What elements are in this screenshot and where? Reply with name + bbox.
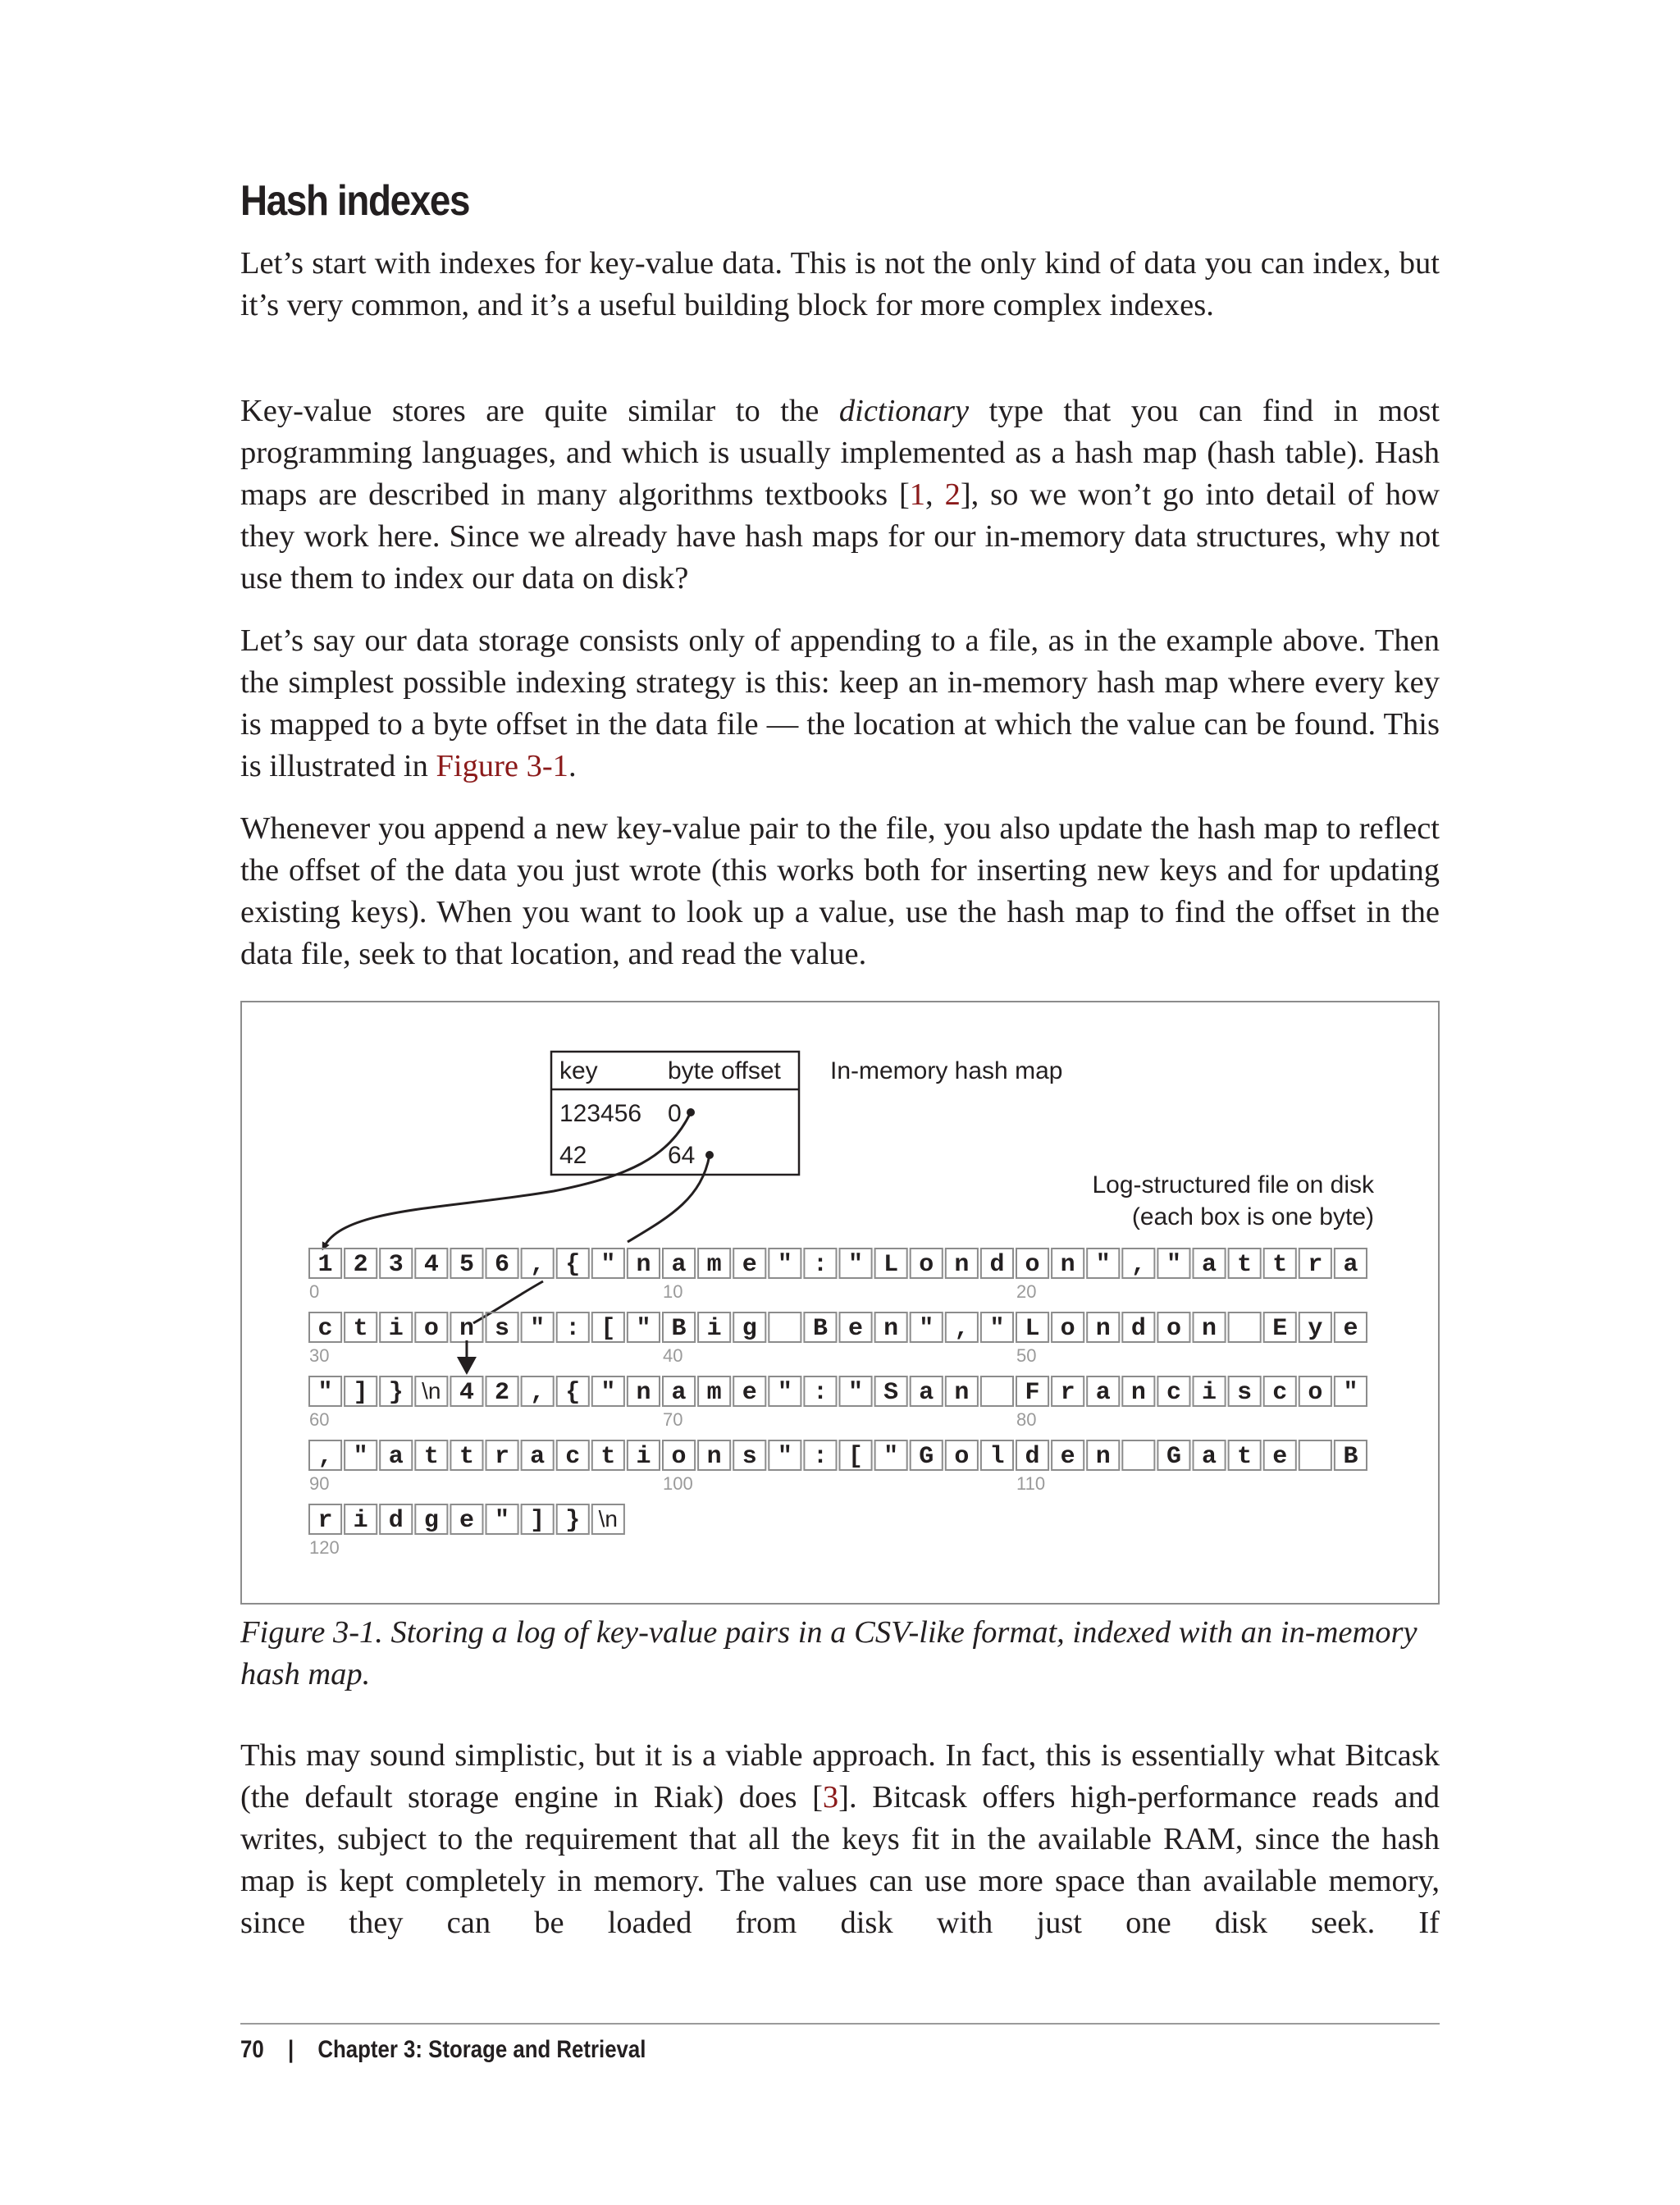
byte-cell-char: "	[317, 1379, 333, 1407]
byte-cell-char: a	[671, 1379, 687, 1407]
byte-cell-char: "	[989, 1315, 1005, 1343]
hash-map-offset-1: 0	[668, 1100, 682, 1127]
byte-cell-char: c	[565, 1443, 581, 1471]
byte-offset-tick: 120	[309, 1537, 340, 1558]
byte-cell-char: t	[1237, 1443, 1253, 1471]
byte-cell-char: "	[600, 1251, 616, 1279]
byte-cell-char: "	[1166, 1251, 1181, 1279]
byte-cell-char: n	[954, 1251, 970, 1279]
byte-cell-char: n	[1095, 1443, 1111, 1471]
byte-cell-char: i	[353, 1507, 368, 1535]
byte-cell-char: "	[777, 1443, 792, 1471]
byte-cell-char: c	[1166, 1379, 1181, 1407]
paragraph-4-block	[240, 808, 1440, 975]
paragraph-3	[240, 620, 1440, 788]
byte-cell-char: n	[459, 1315, 474, 1343]
byte-cell-char: l	[989, 1443, 1005, 1471]
byte-cell-char: o	[954, 1443, 970, 1471]
byte-cell-char: "	[777, 1251, 792, 1279]
byte-cell-char: t	[459, 1443, 474, 1471]
byte-cell	[1122, 1440, 1154, 1470]
byte-cell-char: n	[636, 1251, 651, 1279]
figure-caption: Figure 3-1. Storing a log of key-value pairs in a CSV-like format, indexed with an in-memory hash map.	[240, 1615, 1418, 1691]
byte-cell-char: y	[1308, 1315, 1323, 1343]
byte-cell	[981, 1376, 1013, 1406]
byte-cell-char: e	[459, 1507, 474, 1535]
byte-cell-char: "	[1343, 1379, 1358, 1407]
byte-cell-char: o	[1308, 1379, 1323, 1407]
byte-cell-char: :	[565, 1315, 581, 1343]
byte-cell-char: c	[1272, 1379, 1288, 1407]
byte-offset-tick: 80	[1016, 1409, 1037, 1430]
hash-map-key-1: 123456	[559, 1100, 642, 1127]
byte-cell-char: n	[636, 1379, 651, 1407]
figure-3-1-link[interactable]: Figure 3-1	[436, 749, 568, 783]
byte-cell-char: ]	[353, 1379, 368, 1407]
byte-cell-char: e	[742, 1251, 757, 1279]
byte-offset-tick: 70	[663, 1409, 683, 1430]
byte-cell-char: m	[706, 1251, 722, 1279]
byte-cell-char: :	[812, 1251, 828, 1279]
paragraph-2	[240, 390, 1440, 600]
byte-cell-char: "	[530, 1315, 546, 1343]
byte-cell-char: c	[317, 1315, 333, 1343]
byte-cell-char: a	[530, 1443, 546, 1471]
paragraph-1-block	[240, 243, 1440, 326]
byte-cell-char: \n	[598, 1506, 619, 1532]
byte-cell	[769, 1312, 801, 1342]
byte-cell-char: G	[919, 1443, 934, 1471]
byte-cell-char: 5	[459, 1251, 474, 1279]
byte-cell-char: t	[1237, 1251, 1253, 1279]
byte-cell-char: e	[1060, 1443, 1075, 1471]
byte-cell-char: :	[812, 1443, 828, 1471]
byte-cell-char: ,	[530, 1379, 546, 1407]
byte-cell-char: o	[1060, 1315, 1075, 1343]
arrowhead-offset-64	[457, 1357, 477, 1375]
byte-cell-char: n	[1202, 1315, 1217, 1343]
byte-offset-tick: 50	[1016, 1345, 1037, 1366]
byte-cell-char: n	[1095, 1315, 1111, 1343]
paragraph-5-block	[240, 1735, 1440, 1944]
paragraph-1: Let’s start with indexes for key-value data. This is not the only kind of data you can index, but it’s very common, and it’s a useful building block for more complex indexes.	[240, 246, 1440, 322]
byte-cell-char: g	[423, 1507, 439, 1535]
byte-cell-char: g	[742, 1315, 757, 1343]
byte-cell-char: o	[1166, 1315, 1181, 1343]
byte-cell-char: i	[636, 1443, 651, 1471]
byte-cell-char: n	[1060, 1251, 1075, 1279]
paragraph-2-text-a: Key-value stores are quite similar to the	[240, 394, 839, 428]
byte-cell-char: "	[777, 1379, 792, 1407]
log-file-label-line-2: (each box is one byte)	[1131, 1203, 1374, 1230]
byte-cell-char: ,	[530, 1251, 546, 1279]
byte-cell-char: "	[600, 1379, 616, 1407]
byte-offset-tick: 60	[309, 1409, 330, 1430]
byte-offset-tick: 30	[309, 1345, 330, 1366]
byte-cell-char: r	[495, 1443, 510, 1471]
figure-diagram	[242, 1002, 1438, 1603]
byte-offset-tick: 100	[663, 1473, 693, 1494]
byte-cell-char: s	[1237, 1379, 1253, 1407]
chapter-title: Chapter 3: Storage and Retrieval	[317, 2036, 646, 2063]
byte-cell-char: 1	[317, 1251, 333, 1279]
byte-cell-char: d	[1025, 1443, 1040, 1471]
byte-cell-char: ,	[954, 1315, 970, 1343]
byte-cell-char: "	[919, 1315, 934, 1343]
byte-cell-char: [	[600, 1315, 616, 1343]
paragraph-5	[240, 1735, 1440, 1944]
byte-cell-char: "	[883, 1443, 899, 1471]
hash-map-header-key: key	[559, 1057, 598, 1084]
byte-cell-char: s	[742, 1443, 757, 1471]
byte-cell-char: d	[989, 1251, 1005, 1279]
log-structured-file	[309, 1249, 1367, 1558]
paragraph-2-text-c: ,	[925, 477, 945, 512]
byte-cell-char: n	[1130, 1379, 1146, 1407]
byte-cell-char: r	[1308, 1251, 1323, 1279]
paragraph-3-block	[240, 620, 1440, 788]
byte-offset-tick: 110	[1016, 1473, 1046, 1494]
figure-3-1	[240, 1001, 1440, 1605]
citation-link-2[interactable]: 2	[944, 477, 961, 512]
byte-cell-char: "	[848, 1251, 864, 1279]
byte-cell-char: e	[848, 1315, 864, 1343]
byte-cell-char: B	[671, 1315, 687, 1343]
paragraph-5-text-b: ]. Bitcask offers high-performance reads and writes, subject to the requirement that all the keys fit in the available RAM, since the hash map is kept completely in memory. The values can use more space than available memory, since they can be loaded from disk with just one disk seek. If	[240, 1780, 1440, 1940]
byte-cell-char: d	[1130, 1315, 1146, 1343]
byte-cell-char: "	[636, 1315, 651, 1343]
byte-cell-char: G	[1166, 1443, 1181, 1471]
hash-map-header-offset: byte offset	[668, 1057, 781, 1084]
byte-cell-char: o	[919, 1251, 934, 1279]
paragraph-3-text-b: .	[568, 749, 577, 783]
byte-cell-char: "	[848, 1379, 864, 1407]
byte-offset-tick: 40	[663, 1345, 683, 1366]
byte-cell-char: L	[883, 1251, 899, 1279]
section-title: Hash indexes	[240, 177, 470, 225]
byte-cell-char: a	[1095, 1379, 1111, 1407]
paragraph-5-text-a: This may sound simplistic, but it is a viable approach. In fact, this is essentially what Bitcask (the default storage engine in Riak) does [	[240, 1738, 1440, 1815]
byte-cell-char: i	[706, 1315, 722, 1343]
byte-cell-char: 2	[495, 1379, 510, 1407]
dictionary-term: dictionary	[838, 394, 970, 428]
byte-cell-char: \n	[422, 1378, 441, 1404]
byte-cell-char: e	[1343, 1315, 1358, 1343]
byte-offset-tick: 10	[663, 1281, 683, 1302]
byte-offset-tick: 0	[309, 1281, 320, 1302]
byte-cell-char: {	[565, 1251, 581, 1279]
byte-cell-char: 3	[388, 1251, 404, 1279]
byte-cell-char: 2	[353, 1251, 368, 1279]
byte-cell-char: ,	[1130, 1251, 1146, 1279]
citation-link-1[interactable]: 1	[909, 477, 926, 512]
byte-cell-char: n	[706, 1443, 722, 1471]
byte-cell-char: L	[1025, 1315, 1040, 1343]
byte-cell-char: ,	[317, 1443, 333, 1471]
byte-cell-char: 4	[423, 1251, 439, 1279]
log-file-label-line-1: Log-structured file on disk	[1092, 1171, 1374, 1198]
byte-cell-char: t	[1272, 1251, 1288, 1279]
byte-cell-char: o	[671, 1443, 687, 1471]
byte-cell-char: o	[423, 1315, 439, 1343]
byte-cell-char: ]	[530, 1507, 546, 1535]
byte-cell-char: {	[565, 1379, 581, 1407]
byte-cell-char: }	[565, 1507, 581, 1535]
paragraph-2-text-b: type that you can find in most programming languages, and which is usually implemented as a hash map (hash table). Hash maps are described in many algorithms textbooks [	[240, 394, 1440, 512]
byte-cell-char: i	[1202, 1379, 1217, 1407]
byte-cell-char: a	[388, 1443, 404, 1471]
byte-cell-char: :	[812, 1379, 828, 1407]
paragraph-2-text-d: ], so we won’t go into detail of how they work here. Since we already have hash maps for our in-memory data structures, why not use them to index our data on disk?	[240, 477, 1440, 596]
byte-cell-char: r	[317, 1507, 333, 1535]
byte-cell-char: B	[812, 1315, 828, 1343]
byte-cell-char: 6	[495, 1251, 510, 1279]
byte-cell-char: a	[1202, 1443, 1217, 1471]
byte-cell-char: a	[919, 1379, 934, 1407]
hash-map-label: In-memory hash map	[830, 1057, 1063, 1084]
byte-cell-char: [	[848, 1443, 864, 1471]
byte-offset-tick: 90	[309, 1473, 330, 1494]
byte-cell-char: t	[423, 1443, 439, 1471]
byte-cell-char: r	[1060, 1379, 1075, 1407]
footer-separator: |	[287, 2036, 294, 2063]
byte-cell-char: S	[883, 1379, 899, 1407]
byte-cell-char: }	[388, 1379, 404, 1407]
paragraph-3-text-a: Let’s say our data storage consists only of appending to a file, as in the example above. Then the simplest possible indexing strategy is this: keep an in-memory hash map where every key is mapped to a byte offset in the data file — the location at which the value can be found. This is illustrated in	[240, 623, 1440, 783]
page-number: 70	[240, 2036, 264, 2063]
byte-cell-char: e	[1272, 1443, 1288, 1471]
byte-cell-char: d	[388, 1507, 404, 1535]
hash-map-table	[551, 1052, 799, 1175]
byte-cell-char: t	[353, 1315, 368, 1343]
paragraph-2-block	[240, 390, 1440, 600]
byte-cell-char: "	[1095, 1251, 1111, 1279]
byte-cell	[1299, 1440, 1331, 1470]
byte-cell-char: n	[883, 1315, 899, 1343]
byte-cell-char: "	[353, 1443, 368, 1471]
footer-rule	[240, 2023, 1440, 2025]
byte-cell	[1229, 1312, 1261, 1342]
byte-cell-char: F	[1025, 1379, 1040, 1407]
byte-cell-char: 4	[459, 1379, 474, 1407]
byte-cell-char: i	[388, 1315, 404, 1343]
byte-cell-char: n	[954, 1379, 970, 1407]
byte-cell-char: a	[1202, 1251, 1217, 1279]
byte-cell-char: o	[1025, 1251, 1040, 1279]
byte-cell-char: t	[600, 1443, 616, 1471]
citation-link-3[interactable]: 3	[822, 1780, 839, 1815]
byte-cell-char: m	[706, 1379, 722, 1407]
paragraph-4: Whenever you append a new key-value pair to the file, you also update the hash map to reflect the offset of the data you just wrote (this works both for inserting new keys and for updating existing keys). When you want to look up a value, use the hash map to find the offset in the data file, seek to that location, and read the value.	[240, 811, 1440, 971]
byte-cell-char: "	[495, 1507, 510, 1535]
byte-cell-char: E	[1272, 1315, 1288, 1343]
pointer-arrow-to-offset-0	[324, 1112, 691, 1247]
byte-cell-char: a	[1343, 1251, 1358, 1279]
hash-map-offset-2: 64	[668, 1142, 696, 1169]
byte-offset-tick: 20	[1016, 1281, 1037, 1302]
page-footer	[240, 2036, 646, 2064]
byte-cell-char: a	[671, 1251, 687, 1279]
byte-cell-char: e	[742, 1379, 757, 1407]
hash-map-key-2: 42	[559, 1142, 587, 1169]
byte-cell-char: B	[1343, 1443, 1358, 1471]
byte-cell-char: s	[495, 1315, 510, 1343]
